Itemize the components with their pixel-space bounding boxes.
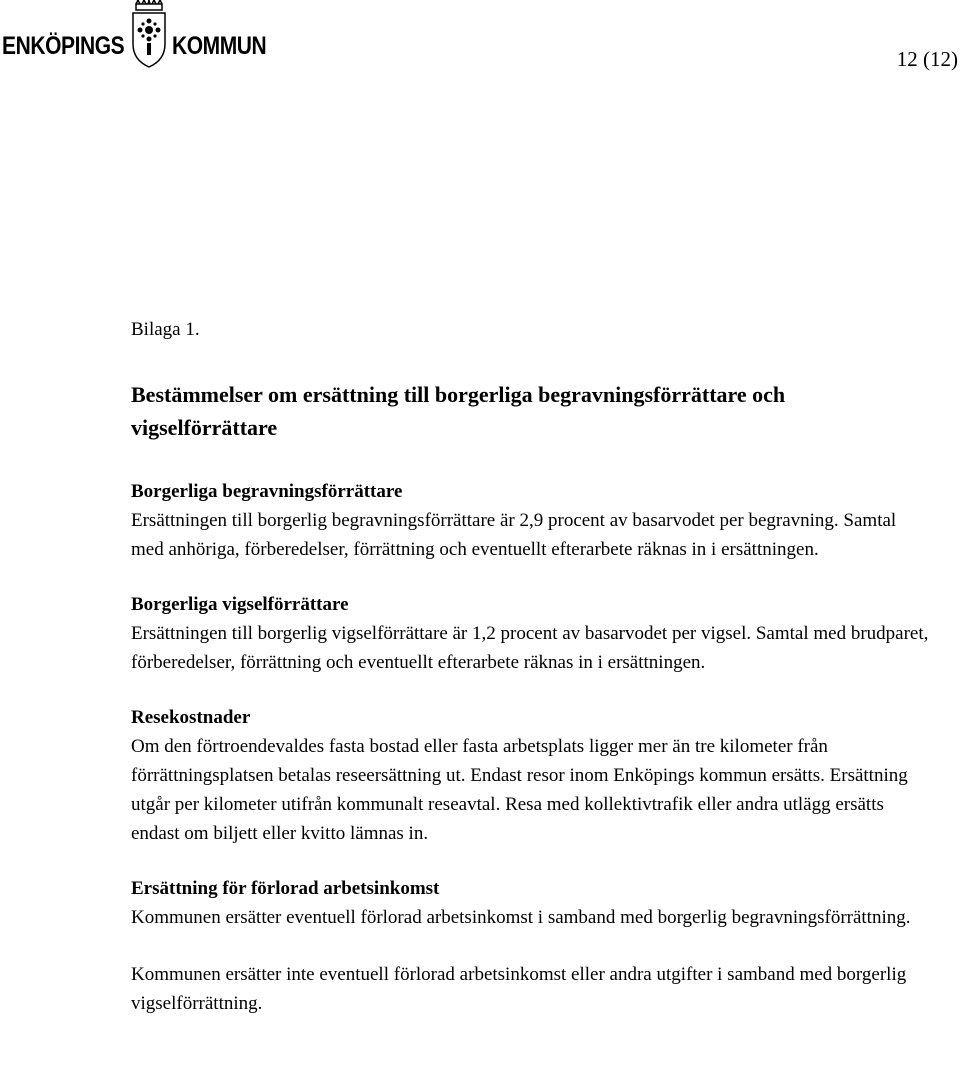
section-heading: Borgerliga vigselförrättare	[131, 594, 349, 615]
document-body	[131, 315, 931, 1018]
appendix-label: Bilaga 1.	[131, 319, 200, 340]
section-paragraph: Om den förtroendevaldes fasta bostad eller fasta arbetsplats ligger mer än tre kilometer från förrättningsplatsen betalas reseersättning ut. Endast resor inom Enköpings kommun ersätts. Ersättning utgår per kilometer utifrån kommunalt reseavtal. Resa med kollektivtrafik eller andra utlägg ersätts endast om biljett eller kvitto lämnas in.	[131, 736, 908, 844]
section-arbetsinkomst	[131, 874, 931, 1018]
logo-text-left: ENKÖPINGS	[2, 32, 125, 60]
section-paragraph: Ersättningen till borgerlig begravningsförrättare är 2,9 procent av basarvodet per begravning. Samtal med anhöriga, förberedelser, förrättning och eventuellt efterarbete räknas in i ersättningen.	[131, 510, 897, 560]
coat-of-arms-icon	[126, 0, 172, 68]
logo-text-right: KOMMUN	[172, 32, 267, 60]
section-paragraph: Kommunen ersätter inte eventuell förlorad arbetsinkomst eller andra utgifter i samband med borgerlig vigselförrättning.	[131, 964, 907, 1014]
section-paragraph: Ersättningen till borgerlig vigselförrättare är 1,2 procent av basarvodet per vigsel. Samtal med brudparet, förberedelser, förrättning och eventuellt efterarbete räknas in i ersättningen.	[131, 623, 929, 673]
section-heading: Resekostnader	[131, 707, 251, 728]
document-title: Bestämmelser om ersättning till borgerliga begravningsförrättare och vigselförrättare	[131, 382, 786, 440]
page-number: 12 (12)	[896, 47, 958, 71]
section-begravning	[131, 477, 931, 564]
section-vigsel	[131, 590, 931, 677]
municipality-logo	[2, 0, 274, 70]
section-paragraph: Kommunen ersätter eventuell förlorad arbetsinkomst i samband med borgerlig begravningsförrättning.	[131, 907, 911, 928]
section-heading: Ersättning för förlorad arbetsinkomst	[131, 878, 440, 899]
section-resekostnader	[131, 703, 931, 848]
section-heading: Borgerliga begravningsförrättare	[131, 481, 403, 502]
